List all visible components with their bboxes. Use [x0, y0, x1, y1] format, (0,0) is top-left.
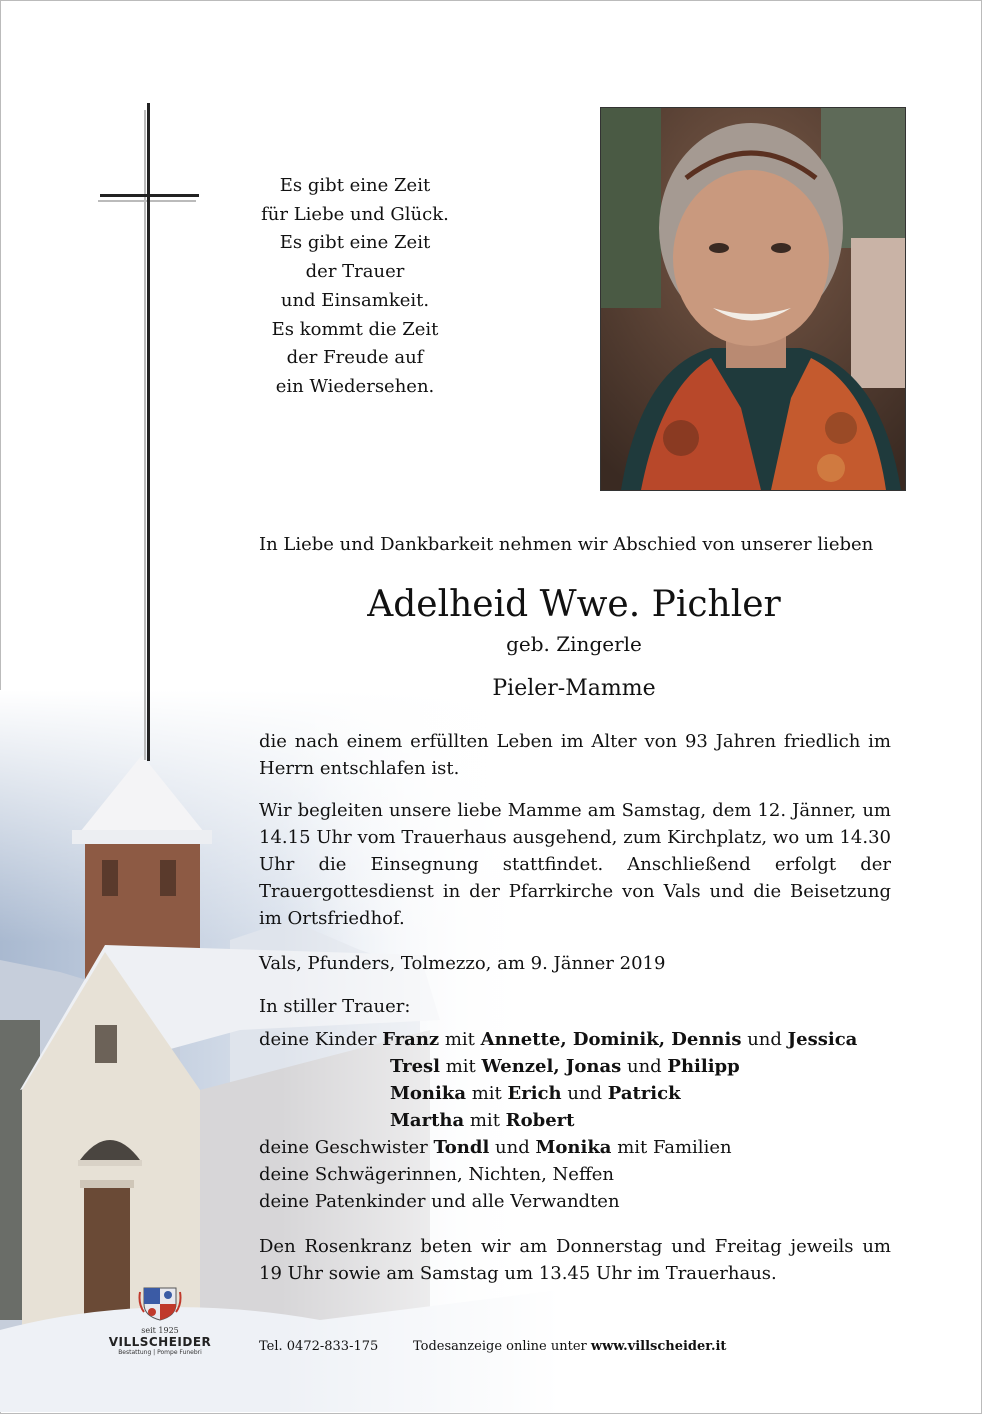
footer-website — [413, 1339, 726, 1354]
list-item — [259, 1134, 857, 1161]
child-name: Franz — [382, 1029, 440, 1050]
intro-text: In Liebe und Dankbarkeit nehmen wir Abschied von unserer lieben — [259, 534, 874, 555]
grandchildren: Annette, Dominik, Dennis — [480, 1029, 742, 1050]
connector: und — [561, 1083, 608, 1104]
connector: und — [621, 1056, 668, 1077]
logo-subtitle: Bestattung | Pompe Funebri — [118, 1349, 202, 1356]
siblings-prefix: deine Geschwister — [259, 1137, 434, 1158]
grandchildren: Erich — [507, 1083, 562, 1104]
passing-text: die nach einem erfüllten Leben im Alter von 93 Jahren friedlich im Herrn entschlafen ist. — [259, 731, 891, 779]
footer-web-link[interactable]: www.villscheider.it — [590, 1339, 727, 1354]
deceased-name: Adelheid Wwe. Pichler — [367, 584, 781, 625]
grandchildren: Jessica — [787, 1029, 858, 1050]
footer-phone: Tel. 0472-833-175 — [259, 1339, 379, 1354]
list-item — [259, 1080, 857, 1107]
child-name: Tresl — [390, 1056, 440, 1077]
list-item — [259, 1053, 857, 1080]
logo-brand: VILLSCHEIDER — [108, 1335, 212, 1349]
list-item — [259, 1107, 857, 1134]
grandchildren: Philipp — [667, 1056, 740, 1077]
poem-line: der Freude auf — [286, 347, 424, 369]
list-item: deine Patenkinder und alle Verwandten — [259, 1191, 620, 1212]
kids-prefix: deine Kinder — [259, 1029, 383, 1050]
maiden-name: geb. Zingerle — [506, 632, 642, 656]
child-name: Martha — [390, 1110, 465, 1131]
connector: mit — [464, 1110, 506, 1131]
poem-line: der Trauer — [305, 261, 405, 283]
place-date: Vals, Pfunders, Tolmezzo, am 9. Jänner 2019 — [259, 953, 666, 974]
connector: mit — [466, 1083, 508, 1104]
grandchildren: Patrick — [607, 1083, 681, 1104]
sibling-name: Monika — [535, 1137, 612, 1158]
connector: und — [489, 1137, 536, 1158]
nickname: Pieler-Mamme — [492, 676, 656, 701]
connector: mit — [439, 1029, 481, 1050]
poem-line: und Einsamkeit. — [280, 289, 430, 311]
poem-line: für Liebe und Glück. — [261, 203, 449, 225]
portrait-photo — [600, 107, 906, 491]
connector: mit — [440, 1056, 482, 1077]
grandchildren: Robert — [505, 1110, 575, 1131]
cross-shadow-vertical — [144, 110, 146, 760]
footer-web-prefix: Todesanzeige online unter — [413, 1339, 591, 1354]
list-item: deine Schwägerinnen, Nichten, Neffen — [259, 1164, 614, 1185]
poem-line: Es gibt eine Zeit — [279, 175, 431, 196]
funeral-home-logo — [98, 1282, 222, 1356]
connector: und — [741, 1029, 788, 1050]
cross-icon-beam — [100, 194, 199, 197]
sibling-name: Tondl — [433, 1137, 490, 1158]
child-name: Monika — [390, 1083, 466, 1104]
rosary-text: Den Rosenkranz beten wir am Donnerstag und Freitag jeweils um 19 Uhr sowie am Samstag um 13.45 Uhr im Trauerhaus. — [259, 1236, 891, 1284]
siblings-suffix: mit Familien — [611, 1137, 732, 1158]
poem — [250, 172, 460, 402]
cross-icon — [147, 103, 150, 761]
poem-line: Es gibt eine Zeit — [279, 232, 431, 254]
poem-line: Es kommt die Zeit — [271, 318, 439, 340]
grandchildren: Wenzel, Jonas — [481, 1056, 622, 1077]
mourning-heading: In stiller Trauer: — [259, 996, 411, 1017]
list-item — [259, 1026, 857, 1053]
mourners-list — [259, 1026, 857, 1215]
poem-line: ein Wiedersehen. — [275, 375, 435, 397]
coat-of-arms-icon — [138, 1282, 182, 1322]
funeral-details: Wir begleiten unsere liebe Mamme am Samstag, dem 12. Jänner, um 14.15 Uhr vom Trauerhaus ausgehend, zum Kirchplatz, wo um 14.30 Uhr die Einsegnung stattfindet. Anschließend erfolgt der Trauergottesdienst in der Pfarrkirche von Vals und die Beisetzung im Ortsfriedhof. — [259, 800, 891, 929]
logo-since: seit 1925 — [141, 1326, 179, 1335]
